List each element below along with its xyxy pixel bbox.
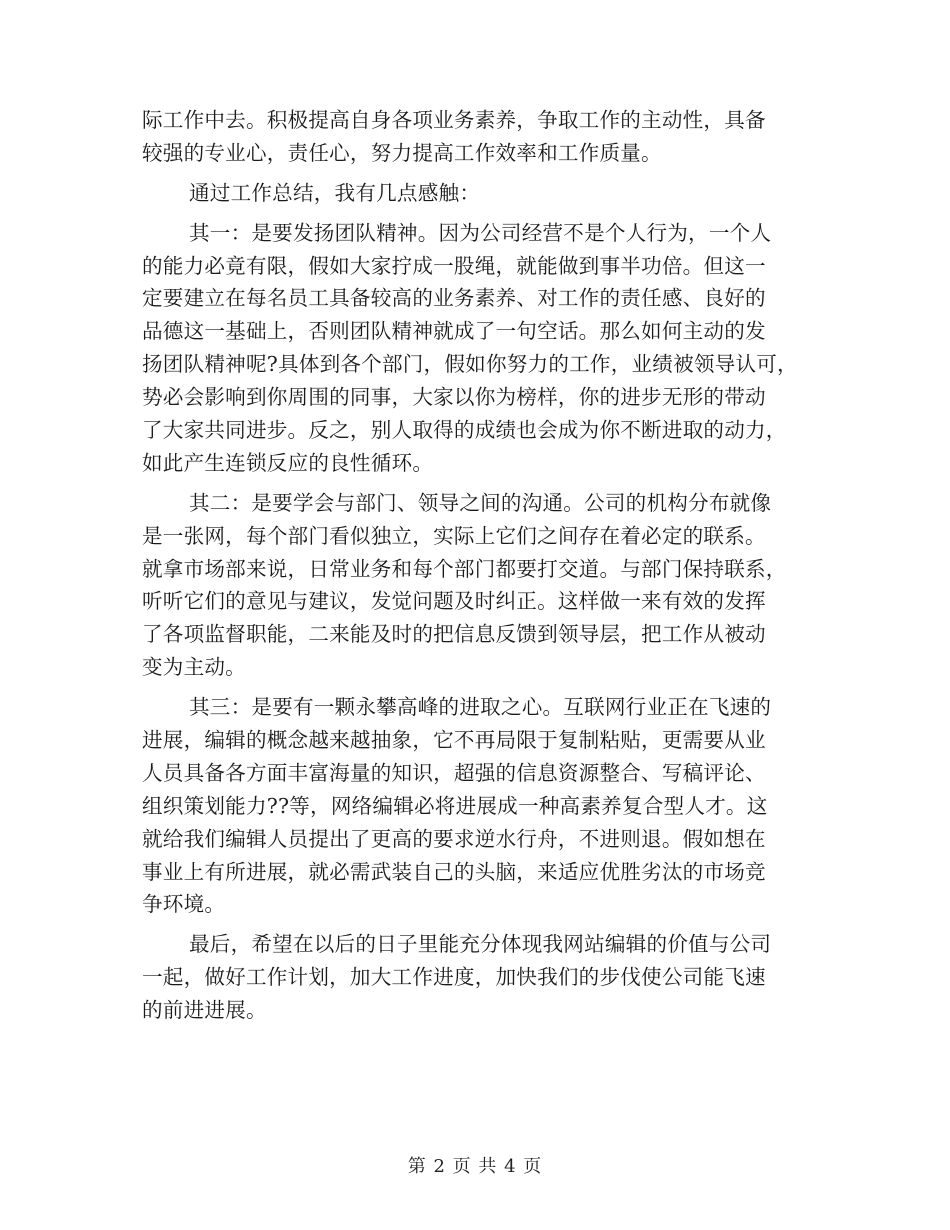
- text-line: 其三：是要有一颗永攀高峰的进取之心。互联网行业正在飞速的: [189, 695, 772, 720]
- text-line: 人员具备各方面丰富海量的知识，超强的信息资源整合、写稿评论、: [142, 760, 766, 785]
- text-line: 进展，编辑的概念越来越抽象，它不再局限于复制粘贴，更需要从业: [142, 728, 766, 753]
- text-line: 就给我们编辑人员提出了更高的要求逆水行舟，不进则退。假如想在: [142, 826, 766, 851]
- text-line: 其二：是要学会与部门、领导之间的沟通。公司的机构分布就像: [189, 490, 772, 515]
- text-line: 变为主动。: [142, 655, 246, 680]
- text-line: 际工作中去。积极提高自身各项业务素养，争取工作的主动性，具备: [142, 108, 766, 132]
- text-line: 了大家共同进步。反之，别人取得的成绩也会成为你不断进取的动力，: [142, 418, 787, 443]
- text-line: 定要建立在每名员工具备较高的业务素养、对工作的责任感、良好的: [142, 286, 766, 311]
- text-line: 势必会影响到你周围的同事，大家以你为榜样，你的进步无形的带动: [142, 385, 766, 410]
- page-number-footer: 第 2 页 共 4 页: [407, 1156, 543, 1177]
- document-body: [142, 104, 814, 1027]
- text-line: 品德这一基础上，否则团队精神就成了一句空话。那么如何主动的发: [142, 319, 766, 344]
- text-line: 扬团队精神呢?具体到各个部门，假如你努力的工作，业绩被领导认可，: [142, 352, 798, 377]
- paragraph-heading: 通过工作总结，我有几点感触：: [189, 180, 481, 205]
- text-line: 一起，做好工作计划，加大工作进度，加快我们的步伐使公司能飞速: [142, 965, 766, 990]
- text-line: 了各项监督职能，二来能及时的把信息反馈到领导层，把工作从被动: [142, 622, 766, 647]
- text-line: 的能力必竟有限，假如大家拧成一股绳，就能做到事半功倍。但这一: [142, 253, 766, 278]
- text-line: 的前进进展。: [142, 998, 267, 1023]
- text-line: 是一张网，每个部门看似独立，实际上它们之间存在着必定的联系。: [142, 523, 766, 548]
- text-line: 事业上有所进展，就必需武装自己的头脑，来适应优胜劣汰的市场竞: [142, 859, 766, 884]
- text-line: 就拿市场部来说，日常业务和每个部门都要打交道。与部门保持联系，: [142, 556, 787, 581]
- text-line: 听听它们的意见与建议，发觉问题及时纠正。这样做一来有效的发挥: [142, 589, 766, 614]
- text-line: 组织策划能力??等，网络编辑必将进展成一种高素养复合型人才。这: [142, 793, 768, 818]
- text-line: 最后，希望在以后的日子里能充分体现我网站编辑的价值与公司: [189, 932, 772, 957]
- text-line: 如此产生连锁反应的良性循环。: [142, 450, 434, 475]
- text-line: 争环境。: [142, 892, 226, 917]
- text-line: 其一：是要发扬团队精神。因为公司经营不是个人行为，一个人: [189, 220, 772, 245]
- text-line: 较强的专业心，责任心，努力提高工作效率和工作质量。: [142, 140, 662, 165]
